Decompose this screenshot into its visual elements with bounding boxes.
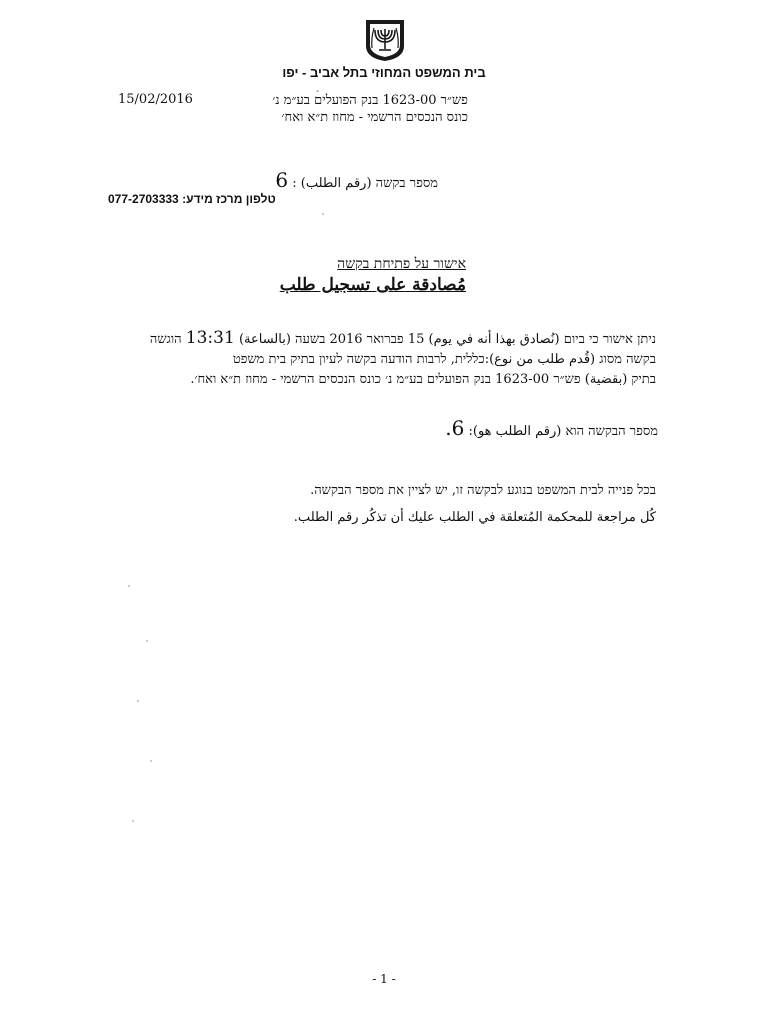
confirmation-paragraph	[96, 328, 656, 390]
request-number-value: 6	[275, 168, 289, 192]
scan-speck	[316, 90, 319, 92]
case-parties-line: כונס הנכסים הרשמי - מחוז ת״א ואח׳	[281, 110, 468, 125]
paragraph-line-1	[96, 328, 656, 350]
title-arabic: مُصادقة على تسجيل طلب	[279, 275, 466, 295]
paragraph-line-2: בקשה מסוג (قُدم طلب من نوع):כללית, לרבות הודעה בקשה לעיון בתיק בית משפט	[232, 352, 656, 367]
request-number-statement-value: 6.	[445, 416, 465, 440]
case-number-line: פש״ר 1623-00 בנק הפועלים בע״מ נ׳	[272, 93, 468, 108]
request-number-label: מספר בקשה (رقم الطلب) :	[292, 176, 438, 191]
scan-speck	[322, 213, 324, 215]
note-hebrew: בכל פנייה לבית המשפט בנוגע לבקשה זו, יש לציין את מספר הבקשה.	[310, 483, 656, 498]
page-number: - 1 -	[372, 972, 396, 986]
scan-speck	[146, 640, 148, 642]
request-number-statement	[445, 416, 658, 440]
state-emblem-icon	[362, 18, 408, 62]
title-hebrew: אישור על פתיחת בקשה	[337, 256, 466, 272]
document-date: 15/02/2016	[118, 92, 193, 107]
submission-time: 13:31	[185, 328, 235, 348]
request-number-heading	[275, 168, 438, 192]
info-center-phone: טלפון מרכז מידע: 077-2703333	[108, 192, 276, 206]
paragraph-line-1-start: ניתן אישור כי ביום (نُصادق بهذا أنه في يوم) 15 פברואר 2016 בשעה (بالساعة)	[238, 332, 656, 347]
scan-speck	[150, 760, 152, 762]
paragraph-line-3: בתיק (بقضية) פש״ר 1623-00 בנק הפועלים בע״מ נ׳ כונס הנכסים הרשמי - מחוז ת״א ואח׳.	[190, 372, 656, 387]
scan-speck	[132, 820, 134, 822]
request-number-statement-label: מספר הבקשה הוא (رقم الطلب هو):	[468, 424, 658, 439]
paragraph-line-1-end: הוגשה	[149, 332, 182, 347]
note-arabic: كُل مراجعة للمحكمة المُتعلقة في الطلب عليك أن تذكُر رقم الطلب.	[293, 510, 656, 525]
scan-speck	[137, 700, 139, 702]
court-name: בית המשפט המחוזי בתל אביב - יפו	[282, 65, 486, 80]
scan-speck	[128, 585, 130, 587]
